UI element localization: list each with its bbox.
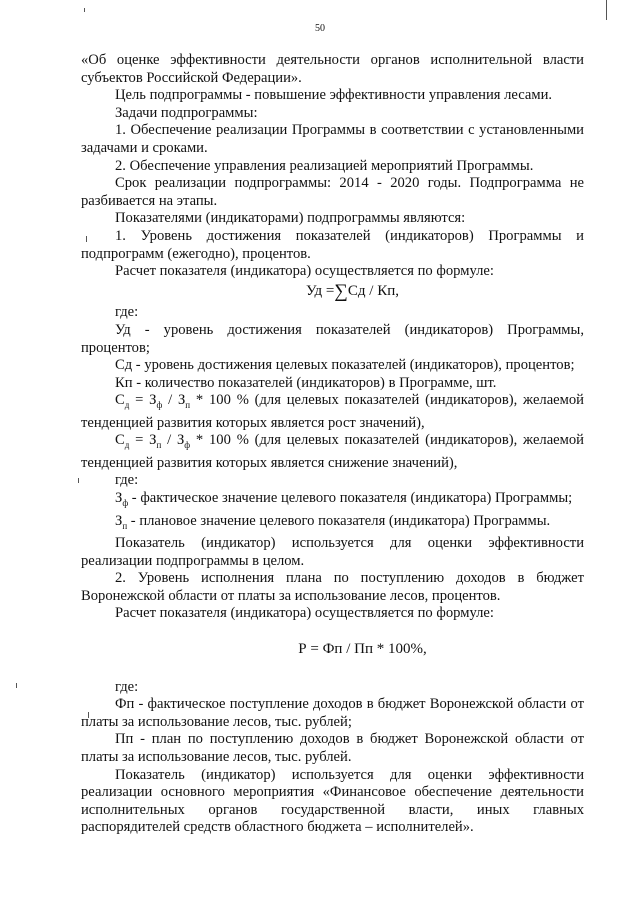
sigma-symbol: ∑ — [334, 280, 348, 302]
paragraph-usage-2: Показатель (индикатор) используется для оценки эффективности реализации основного мероприятия «Финансовое обеспечение деятельности исполнительных органов государственной власти, иных главных распорядителей средств областного бюджета – исполнителей». — [81, 766, 584, 836]
paragraph-calc-1: Расчет показателя (индикатора) осуществляется по формуле: — [115, 263, 494, 280]
paragraph-where-3: где: — [115, 678, 139, 695]
formula-growth-line: $С_д = З_ф / З_п * 100$ % (для целевых показателей (индикаторов), желаемой — [115, 392, 584, 411]
paragraph-task-1: 1. Обеспечение реализации Программы в соответствии с установленными задачами и сроками. — [81, 122, 584, 156]
paragraph-tasks-heading: Задачи подпрограммы: — [115, 104, 258, 121]
paragraph-where-2: где: — [115, 472, 139, 489]
paragraph-ud-definition: Уд - уровень достижения показателей (индикаторов) Программы, процентов; — [81, 321, 584, 356]
paragraph-decree-title: «Об оценке эффективности деятельности органов исполнительной власти субъектов Российской Федерации». — [81, 52, 584, 86]
page-number: 50 — [315, 23, 325, 34]
paragraph-usage-1: Показатель (индикатор) используется для оценки эффективности реализации подпрограммы в целом. — [81, 535, 584, 569]
formula-lhs: Уд = — [306, 282, 335, 299]
paragraph-pp-definition: Пп - план по поступлению доходов в бюджет Воронежской области от платы за использование лесов, тыс. рублей. — [81, 731, 584, 765]
paragraph-task-2: 2. Обеспечение управления реализацией мероприятий Программы. — [115, 157, 534, 174]
scan-mark-left-3 — [16, 683, 17, 688]
formula-plan-execution: Р = Фп / Пп * 100%, — [298, 641, 427, 658]
paragraph-fp-definition: Фп - фактическое поступление доходов в бюджет Воронежской области от платы за использование лесов, тыс. рублей; — [81, 696, 584, 730]
formula-rhs: Сд / Кп, — [347, 282, 399, 299]
scan-mark-left-2 — [78, 478, 79, 483]
scan-mark-top — [84, 8, 85, 12]
paragraph-kp-definition: Кп - количество показателей (индикаторов) в Программе, шт. — [115, 374, 497, 391]
scan-mark-right — [606, 0, 607, 20]
paragraph-goal: Цель подпрограммы - повышение эффективности управления лесами. — [115, 87, 553, 104]
paragraph-indicator-1: 1. Уровень достижения показателей (индикаторов) Программы и подпрограмм (ежегодно), процентов. — [81, 227, 584, 262]
paragraph-sd-definition: Сд - уровень достижения целевых показателей (индикаторов), процентов; — [115, 357, 575, 374]
paragraph-growth-tendency: тенденцией развития которых является рост значений), — [81, 414, 425, 431]
formula-decline-line: $С_д = З_п / З_ф * 100$ % (для целевых показателей (индикаторов), желаемой — [115, 432, 584, 451]
paragraph-term: Срок реализации подпрограммы: 2014 - 2020 годы. Подпрограмма не разбивается на этапы. — [81, 175, 584, 209]
document-body — [81, 52, 584, 837]
paragraph-where-1: где: — [115, 304, 139, 321]
paragraph-zf-definition: $З_ф$ - фактическое значение целевого показателя (индикатора) Программы; — [115, 490, 573, 508]
paragraph-indicators-heading: Показателями (индикаторами) подпрограммы являются: — [115, 210, 466, 227]
paragraph-decline-tendency: тенденцией развития которых является снижение значений), — [81, 454, 458, 471]
paragraph-calc-2: Расчет показателя (индикатора) осуществляется по формуле: — [115, 605, 494, 622]
paragraph-zp-definition: $З_п$ - плановое значение целевого показателя (индикатора) Программы. — [115, 512, 551, 531]
paragraph-indicator-2: 2. Уровень исполнения плана по поступлению доходов в бюджет Воронежской области от платы за использование лесов, процентов. — [81, 570, 584, 604]
formula-achievement-level — [81, 280, 584, 302]
